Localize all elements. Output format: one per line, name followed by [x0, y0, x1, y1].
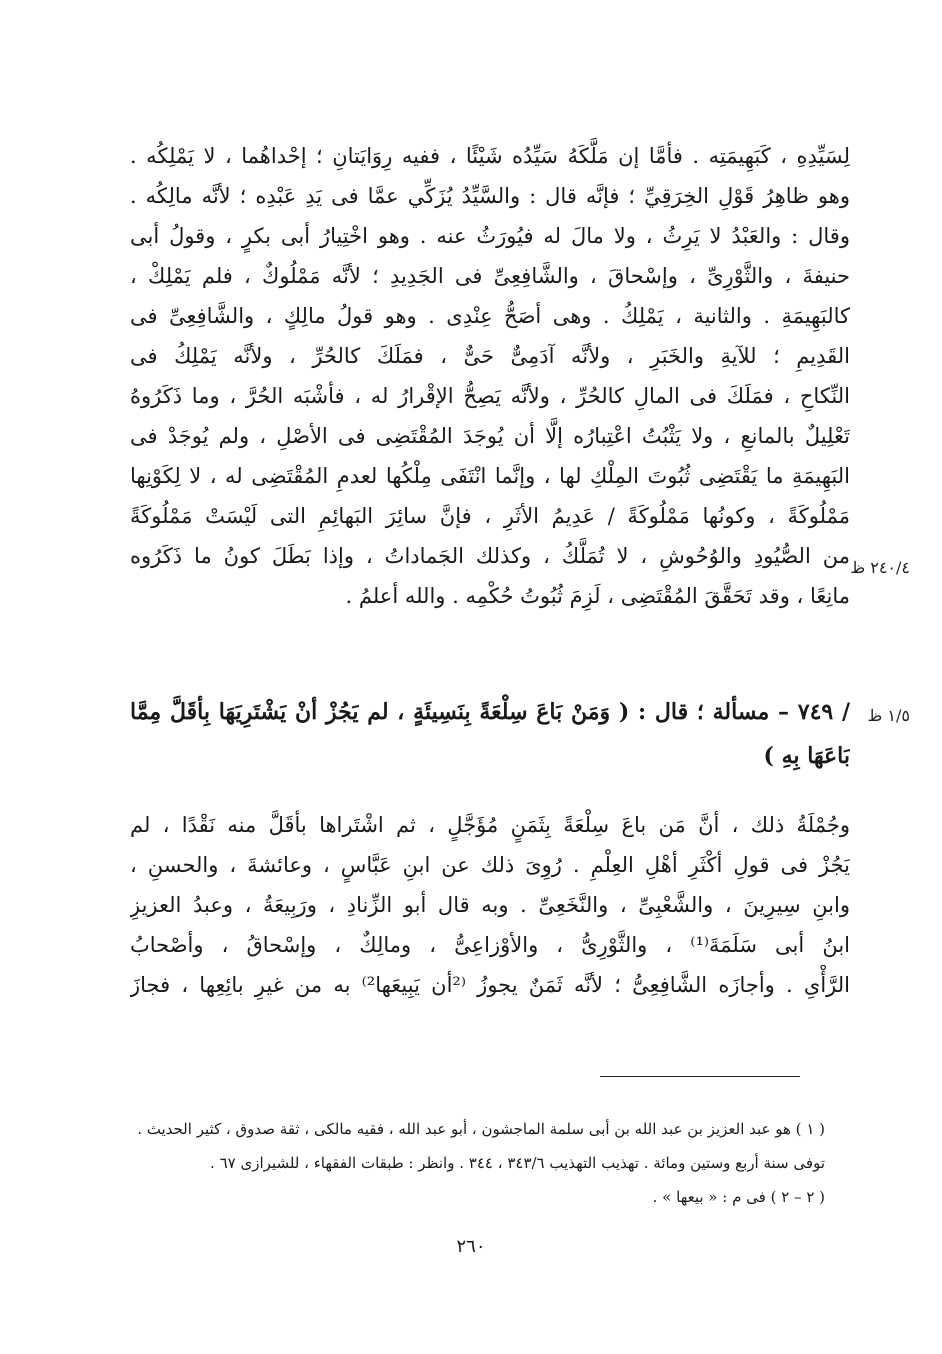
- text-line: لِسَيِّدِهِ ، كَبَهِيمَتِه . فأمَّا إن مَلَّكَهُ سَيِّدُه شَيْئًا ، ففيه رِوَايَتانِ ؛ إحْداهُما ، لا يَمْلِكُه .: [130, 144, 850, 168]
- issue-line: بَاعَهَا بِهِ ): [763, 743, 850, 769]
- text-line: كالبَهِيمَةِ . والثانية ، يَمْلِكُ . وهى أصَحُّ عِنْدِى . وهو قولُ مالِكٍ ، والشَّافِعِىِّ فى: [130, 304, 850, 328]
- page-number: ٢٦٠: [456, 1236, 486, 1257]
- footnote-line: ( ١ ) هو عبد العزيز بن عبد الله بن أبى سلمة الماجشون ، أبو عبد الله ، فقيه مالكى ، ثقة صدوق ، كثير الحديث .: [137, 1120, 825, 1138]
- text-line: البَهِيمَةِ ما يَقْتَضِى ثُبُوتَ المِلْكِ لها ، وإنَّما انْتَفَى مِلْكُها لعدمِ المُقْتَضِى له ، لا لِكَوْنِها: [130, 464, 850, 488]
- text-line: وجُمْلَةُ ذلك ، أنَّ مَن باعَ سِلْعَةً بِثَمَنٍ مُؤَجَّلٍ ، ثم اشْتَراها بأقَلَّ منه نَقْدًا ، لم: [130, 813, 850, 837]
- text-line: وابنِ سِيرِينَ ، والشَّعْبِىِّ ، والنَّخَعِىِّ . وبه قال أبو الزِّنادِ ، ورَبِيعَةُ ، وعبدُ العزيزِ: [130, 893, 850, 917]
- footnotes: [130, 1112, 825, 1214]
- text-line: يَجُزْ فى قولِ أكْثَرِ أهْلِ العِلْمِ . رُوِىَ ذلك عن ابنِ عَبَّاسٍ ، وعائشةَ ، والحسنِ ،: [130, 853, 850, 877]
- text-line: من الصُّيُودِ والوُحُوشِ ، لا تُمَلَّكُ ، وكذلك الجَماداتُ ، وإذا بَطَلَ كونُ ما ذَكَرُوه: [130, 544, 850, 568]
- text-line: وقال : والعَبْدُ لا يَرِثُ ، ولا مالَ له فيُورَثُ عنه . وهو اخْتِيارُ أبى بكرٍ ، وقولُ أبى: [130, 224, 850, 248]
- issue-heading: [130, 690, 850, 778]
- second-paragraph: [130, 805, 850, 1005]
- footnote-divider: [600, 1076, 800, 1077]
- text-line: ابنُ أبى سَلَمَةَ⁽¹⁾ ، والثَّوْرِىُّ ، والأوْزاعِىُّ ، ومالِكٌ ، وإسْحاقُ ، وأصْحابُ: [130, 933, 850, 957]
- main-paragraph: [130, 136, 850, 616]
- issue-line: / ٧٤٩ – مسألة ؛ قال : ( وَمَنْ بَاعَ سِلْعَةً بِنَسِيئَةٍ ، لم يَجُزْ أنْ يَشْتَرِيَهَا بِأقَلَّ مِمَّا: [130, 699, 850, 725]
- text-line: حنيفةَ ، والثَّوْرِىِّ ، وإسْحاقَ ، والشَّافِعِىِّ فى الجَدِيدِ ؛ لأنَّه مَمْلُوكٌ ، فلم يَمْلِكْ ،: [130, 264, 850, 288]
- text-line: القَدِيمِ ؛ للآيةِ والخَبَرِ ، ولأنَّه آدَمِىٌّ حَىٌّ ، فمَلَكَ كالحُرِّ ، ولأنَّه يَمْلِكُ فى: [130, 344, 850, 368]
- text-line: وهو ظاهِرُ قَوْلِ الخِرَقِيِّ ؛ فإنَّه قال : والسَّيِّدُ يُزَكِّي عمَّا فى يَدِ عَبْدِه ؛ لأنَّه مالِكُه .: [130, 184, 850, 208]
- text-line: مَمْلُوكَةً ، وكونُها مَمْلُوكَةً / عَدِيمُ الأثَرِ ، فإنَّ سائِرَ البَهائِمِ التى لَيْسَتْ مَمْلُوكَةً: [130, 504, 850, 528]
- text-line: تَعْلِيلٌ بالمانعِ ، ولا يَثْبُتُ اعْتِبارُه إلَّا أن يُوجَدَ المُقْتَضِى فى الأصْلِ ، ولم يُوجَدْ فى: [130, 424, 850, 448]
- margin-reference: ٢٤٠/٤ ظ: [850, 558, 910, 577]
- text-line: الرَّأْىِ . وأجازَه الشَّافِعِىُّ ؛ لأنَّه ثَمَنٌ يجوزُ ⁽²أن يَبِيعَها²⁾ به من غيرِ بائِعِها ، فجازَ: [130, 973, 850, 997]
- footnote-line: ( ٢ – ٢ ) فى م : « بيعها » .: [652, 1188, 825, 1206]
- text-line: مانِعًا ، وقد تَحَقَّقَ المُقْتَضِى ، لَزِمَ ثُبُوتُ حُكْمِه . والله أعلمُ .: [345, 584, 850, 608]
- text-line: النِّكاحِ ، فمَلَكَ فى المالِ كالحُرِّ ، ولأنَّه يَصِحُّ الإقْرارُ له ، فأشْبَه الحُرَّ ، وما ذَكَرُوهُ: [130, 384, 850, 408]
- margin-reference: ١/٥ ظ: [867, 706, 910, 725]
- footnote-line: توفى سنة أربع وستين ومائة . تهذيب التهذيب ٣٤٣/٦ ، ٣٤٤ . وانظر : طبقات الفقهاء ، للشيرازى ٦٧ .: [210, 1154, 825, 1172]
